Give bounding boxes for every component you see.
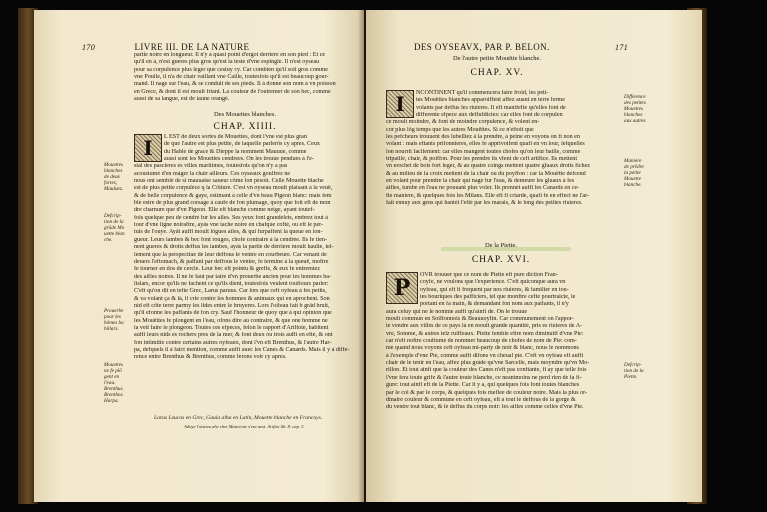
text-line: & de belle corpulence & gaye, estimant à celle d'vn beau Pigeon blanc: mais fem	[134, 192, 332, 199]
text-line: vn erochet de bois fort leger, & au quatre coings mettent quatre gluaux droits fichez	[386, 163, 590, 170]
margin-note-line: tion de la	[104, 219, 124, 225]
margin-note	[104, 362, 124, 404]
text-line: aura celuy qui ne le nomme auffi qu'ainfi de. On le trouue	[386, 308, 528, 315]
left-page-number: 170	[82, 43, 96, 52]
margin-note-line: blanches	[624, 112, 643, 118]
text-line: deuers l'eftomach, & paffant par deffous le ventre, fe termine à la queuë, moftre	[134, 258, 329, 265]
text-line: cor plus lõg temps que les autres Mouëttes. Si ce n'eftoit que	[386, 126, 534, 133]
margin-note-line: hômes ba	[104, 320, 124, 326]
margin-note-line: de deux	[104, 174, 120, 180]
text-line: pour sa corpulence plus leger que cestuy cy. Car combien qu'il soit gros comme	[134, 66, 328, 73]
text-line: vre, Somme, & autres telz ruiffeaux. Piette femble eftre nom diminutif d'vne Pie:	[386, 330, 584, 337]
chapter-xvi-body	[386, 272, 616, 412]
text-line: oyfeau, qui eft fi frequent par nos riuieres, & familier en tou-	[420, 286, 569, 293]
text-line: ce moult moindre, & font de moindre corpulence, & volent en-	[386, 119, 540, 126]
section-title-petite-mouette: De l'autre petite Mouëtte blanche.	[453, 55, 541, 62]
text-line: du Hable de grace & Dieppe la nomment Mauuue, comme	[164, 148, 307, 155]
dropcap-letter: I	[134, 134, 162, 162]
text-line: & au milieu de la croix mettent de la chair ou du poyffon : car la Mouëtte defcend	[386, 170, 586, 177]
margin-note-line: de prêdre	[624, 164, 644, 170]
text-line: portant en fa main, & demandant fon nom aux paifants, il n'y	[420, 301, 569, 308]
chapter-title-xv: CHAP. XV.	[470, 68, 524, 78]
text-line: fon intimitie contre certains autres oyfeaux, dont l'vn eft Brenthus, & l'autre Har-	[134, 339, 332, 346]
margin-note-line: Prouerbe	[104, 308, 124, 314]
margin-note-line: Brenthus.	[104, 386, 124, 392]
margin-note-line: che.	[104, 237, 113, 243]
margin-note-line: aux autres	[624, 118, 646, 124]
text-line: nous ont semblé de si mauuaise saueur cõme lon pésoit. Celle Mouette blache	[134, 178, 324, 185]
text-line: OVR trouuer que ce nom de Piette eft pure diction Fran-	[420, 272, 558, 278]
text-line: rillon. Et tout ainfi que la couleur des Canes n'eft pas conftante, fi ay que telle fois	[386, 367, 587, 374]
text-line: partie noire en longueur. Il n'y à quasi point d'ergot derriere en son pied : Et ce	[134, 52, 326, 58]
margin-note-line: Mouettes	[624, 106, 644, 112]
text-line: fait ennuy aux gens qui hantét l'efté par les marais, & le long des petites riuieres.	[386, 200, 583, 207]
chapter-xv-body	[386, 90, 616, 208]
margin-note-line: des petites	[624, 100, 646, 106]
text-line: nid eft cõte terre parmy les lides entre le bruyeres. Lors l'oifeau fait b grãd bruit,	[134, 302, 330, 309]
text-line: tour d'vne ligne noiraftre, ayãs vne tache noire en chafque cofté, ou eft le per-	[134, 222, 324, 229]
text-line: NCONTINENT qu'il commencera faire froid, les peti-	[416, 90, 549, 96]
right-page-number: 171	[615, 43, 629, 52]
text-line: en volant pour prendre la chair qui nage fur l'eau, & demeure les gluaux à fes	[386, 178, 575, 185]
margin-note-line: Defcrip-	[624, 362, 642, 368]
section-title-mouettes-blanches: Des Mouettes blanches.	[214, 111, 276, 118]
dropcap-letter: I	[386, 90, 414, 118]
left-running-head	[82, 42, 249, 52]
footer-caption: Larus Leucos en Grec, Gauia alba en Latin, Mouette blanche en Francoys.	[154, 415, 323, 421]
text-line: volants par deffus les riuieres. Il eft manifefte qu'elles font de	[416, 104, 566, 111]
margin-note	[624, 362, 644, 380]
text-line: vne Poulle, il n'a de chair vaillant vne Caille, toutesfois qu'il est beaucoup gour-	[134, 74, 329, 81]
margin-note	[104, 213, 125, 243]
text-line: les Mouëttes fe plongent en l'eau, ofons dire au contraire, & que one homme ne	[134, 317, 328, 324]
text-line: L EST de deux sortes de Mouettes, dont l'vne est plus gran	[164, 134, 307, 140]
text-line: acoustumé d'en mãger la chair ailleurs. Ces oyseaux goulfrez ne	[134, 170, 291, 177]
margin-note-line: Piette.	[624, 374, 638, 380]
text-line: volant : mais eftants prifonnieres, elles fe apprivoifent quafi en vn iour, lefquelles	[386, 141, 585, 148]
text-line: tuis de l'ouye. Ayãt auffi moult lõgues ailes, & qui furpaffent la queue en lon-	[134, 229, 323, 236]
margin-note-line: l'eau.	[104, 380, 116, 386]
text-line: aussi sont les Mouettes cendrees. On les trouue pendues à l'e-	[164, 156, 314, 163]
text-line: l'vne fera toute grife & l'autre toute blanche, ce neantmoins ne perd rien de fa fi-	[386, 374, 582, 381]
text-line: des aifles noires. Il ne fe faut par taire d'vn prouerbe ancien pour les hommes ba-	[134, 273, 332, 280]
text-line: dre charnure que d'vn Pigeon. Elle eft blanche comme neige, ayant toutef-	[134, 207, 315, 214]
margin-note-line: blanches	[104, 168, 123, 174]
margin-note-line: Brenthos.	[104, 392, 124, 398]
margin-note	[624, 94, 646, 124]
text-line: lislars, encor qu'ils ne fachent ce qu'ils dient, toutesfois veulent toufiours parler:	[134, 280, 329, 287]
text-line: par le col & par le corps, & quelques fois meflee de couleur noire. Mais la plus or-	[386, 389, 588, 396]
margin-note-line: ne fe plõ	[104, 368, 122, 374]
text-line: ble estre de plus grand corsage à caufe de fon plumage, quoy que foit eft de mon	[134, 200, 331, 207]
text-line: gueur. Leurs iambes & bec font rouges, chofe contraire à la cendrée. Ils fe tien-	[134, 236, 328, 243]
text-line: fe tourner en dos de cercle. Leur bec eft pointu & grefle, & eux fe entremiez	[134, 266, 320, 273]
text-line: du ventre tout blanc, & le deffus du corps noir: les aifles comme celles d'vne Pie.	[386, 404, 584, 411]
margin-note-line: la petite	[624, 170, 641, 176]
text-line: à l'exemple d'vne Pie, comme auffi difons vn cheual pie. C'eft vn oyfeau eft auffi	[386, 352, 584, 359]
margin-note	[104, 162, 123, 192]
text-line: car n'eft noftre couftume de nommer beaucoup de chofes de nom de Pie: com-	[386, 338, 577, 345]
text-line: dinaire couleur & commune en ceft oyfeau, eft à tout le deffous de la gorge &	[386, 396, 576, 403]
margin-note-line: uette blan	[104, 231, 125, 237]
text-line: C'eft qu'on dit en tefte Grec, Larus paruus. Car lors que ceft oyfeau à fes petits,	[134, 288, 327, 295]
section-title-piette: De la Piette.	[485, 242, 517, 249]
chapter-title-xvi: CHAP. XVI.	[471, 255, 531, 265]
text-line: auffi leurs nids es rochers pres de la mer, & font deux ou trois auffi en efté, & ont	[134, 332, 333, 339]
text-line: lon nourrit facilement: car elles mangent toutes chofes qu'on leur baille, comme	[386, 148, 581, 155]
text-line: qu'il efonne les paffants de fon cry. Sauf l'honneur de quoy que à qui opinion que	[134, 310, 332, 317]
dropcap-letter: P	[386, 272, 418, 304]
text-line: nent gueres & droits deffus les iambes, ayãs la partie de derriere moult haulte, tel-	[134, 244, 334, 251]
margin-note-line: Mauluez.	[104, 186, 124, 192]
text-line: fois quelque peu de cendré fur les ailes. Ses yeux font grandelets, embrez tout à	[134, 214, 328, 221]
right-running-title: DES OYSEAVX, PAR P. BELON.	[414, 42, 550, 52]
text-line: lement que la perspectiue de leur deffous le ventre en courbeure. Car venant de	[134, 251, 327, 258]
text-line: les pefcheurs trouuent des lubelliez à la prendre, à peine en voyons on fi non en	[386, 134, 580, 141]
text-line: tripaille, chair, & poiffon. Pour les prendre ils vfent de ceft artifice. Ils mettent	[386, 156, 578, 163]
text-line: tes Mouëttes blanches apparoiffent affez auant en terre ferme	[416, 97, 565, 104]
text-line: pa, defquels il à faict mention, comme auffi auec les Canes & Canards. Mais il y à diffe-	[134, 346, 350, 353]
text-line: est de plus petite corpulèce q la Cõiture. C'est vn oyseau moult plaisant à la veuë,	[134, 185, 333, 192]
text-line: moult commun en Soiffonnois & Beauuoyfin. Car communement on l'appor-	[386, 316, 574, 323]
margin-note-line: blanche.	[624, 182, 642, 188]
text-line: differente efpece aux deffufdictes: car elles font de corpulen	[416, 112, 563, 119]
text-line: la veit faire le plongeon. Toutes ces efpeces, felon le rapport d'Ariftote, habitent	[134, 324, 329, 331]
margin-note-line: fortes,	[104, 180, 118, 186]
text-line: me quand nous voyons ceft oyfeau mi-party de noir & blanc, nous le nommons	[386, 345, 579, 352]
margin-note-line: pour les	[104, 314, 121, 320]
text-line: fte maniere, & quelques fois les Milans. Elle eft fi criarde, quafi fe en effect ne l'ar-	[386, 192, 590, 199]
margin-note-line: tion de la	[624, 368, 644, 374]
margin-note-line: Mouette	[624, 176, 641, 182]
footer-reference: Adoye l'oiseau ahe chet Maucrene s'ent aest. Ariftot lib. 8. cap. 3.	[184, 424, 305, 429]
text-line: & va volant ça & là, il crie contre les hommes & animaux qui en aprochent. Son	[134, 295, 330, 302]
margin-note-line: Maniere	[624, 158, 642, 164]
margin-note-line: Defcrip-	[104, 213, 122, 219]
margin-note-line: Harpa.	[104, 398, 119, 404]
margin-note-line: Mouettes	[104, 162, 124, 168]
text-line: te vendre aux villes de ce pays là en moult grande quantité, pris es riuieres de A-	[386, 323, 583, 330]
margin-note-line: Mouettes	[104, 362, 124, 368]
margin-note	[624, 158, 644, 188]
text-line: aussi de sa langue, est de iaune orangé.	[134, 96, 230, 103]
text-line: tes bouriques des pafficiers, tel que monftre cefte pourtraicte, le	[420, 294, 576, 301]
text-line: stal des pascieres es villes maritimes, toutesfois qu'on n'y a pas	[134, 163, 288, 170]
left-running-title: LIVRE III. DE LA NATURE	[134, 42, 250, 52]
margin-note-line: Difference	[624, 94, 646, 100]
left-page	[34, 10, 364, 502]
margin-note-line: gent en	[104, 374, 120, 380]
text-line: coyfe, ne voulons que l'experience. C'eft quiconque aura vn	[420, 279, 566, 286]
text-line: rence entre Brenthus & Brenthus, comme ferons voir cy apres.	[134, 354, 287, 361]
text-line: gure: tout ainfi eft de la Piette. Car il y a, qui quelques fois font toutes blanches	[386, 382, 580, 389]
right-page	[366, 10, 702, 502]
margin-note	[104, 308, 124, 332]
text-line: mand. Il nage sur l'eau, & se conduit de ses pieds. Il à donné son nom à vn poisson	[134, 81, 336, 88]
chapter-title-xiiii: CHAP. XIIII.	[213, 122, 277, 132]
text-line: chair de le tenir en l'eau, affez plus gráde qu'vne Sarcelle, mais moyndre qu'vn Mo-	[386, 360, 590, 367]
left-top-paragraph	[134, 52, 356, 103]
margin-note-line: grãde Mo	[104, 225, 125, 231]
text-line: en Grece, & dont il est moult friant. La couleur de l'outremer de son bec, comme	[134, 88, 331, 95]
text-line: de que l'autre est plus petite, de laquelle parlerõs cy apres. Ceux	[164, 141, 320, 148]
text-line: aifles, tumbe en l'eau ne pouuant plus voler. Ils prennét auffi les Canards en ce-	[386, 185, 580, 192]
right-running-head	[414, 42, 628, 52]
margin-note-line: billars.	[104, 326, 119, 332]
text-line: qu'il en à, n'est gueres plus gros qu'est la teste d'vne espingle. Il n'est oyseau	[134, 59, 320, 66]
left-chapter-body	[134, 134, 356, 362]
